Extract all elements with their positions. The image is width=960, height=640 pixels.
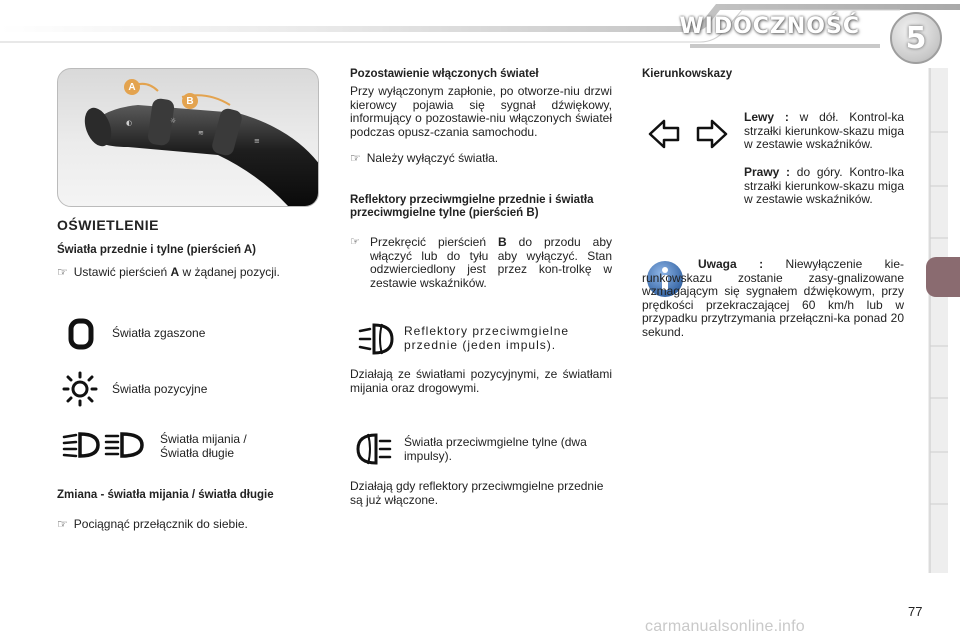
svg-text:≋: ≋ bbox=[198, 129, 204, 137]
chapter-number-badge: 5 bbox=[890, 12, 942, 64]
fog-lights-bullet: ☞ Przekręcić pierścień B do przodu aby włączyć lub do tyłu aby wyłączyć. Stan odzwierciedlony jest przez kon-trolkę w zestawie wskaźników. bbox=[350, 235, 613, 290]
beam-change-bullet: ☞ Pociągnąć przełącznik do siebie. bbox=[57, 517, 248, 531]
front-fog-light-label: Reflektory przeciwmgielne przednie (jeden impuls). bbox=[404, 324, 570, 352]
indicator-right-text: Prawy : do góry. Kontro-lka strzałki kierunkow-skazu miga w zestawie wskaźników. bbox=[744, 165, 905, 206]
front-fog-light-text: Działają ze światłami pozycyjnymi, ze światłami mijania oraz drogowymi. bbox=[350, 367, 612, 395]
leave-lights-on-title: Pozostawienie włączonych świateł bbox=[350, 68, 539, 80]
lights-off-label: Światła zgaszone bbox=[112, 326, 206, 340]
front-rear-lights-bullet: ☞ Ustawić pierścień A w żądanej pozycji. bbox=[57, 265, 280, 279]
bullet-arrow-icon: ☞ bbox=[350, 236, 360, 248]
leave-lights-on-bullet: ☞ Należy wyłączyć światła. bbox=[350, 151, 499, 165]
right-arrow-icon bbox=[696, 118, 728, 150]
section-title: OŚWIETLENIE bbox=[57, 217, 159, 233]
left-arrow-icon bbox=[648, 118, 680, 150]
rear-fog-light-text: Działają gdy reflektory przeciwmgielne przednie są już włączone. bbox=[350, 479, 604, 507]
bullet-arrow-icon: ☞ bbox=[57, 517, 68, 531]
parking-lights-label: Światła pozycyjne bbox=[112, 382, 208, 396]
parking-lights-icon bbox=[62, 371, 98, 407]
dipped-main-beam-icon bbox=[62, 430, 146, 460]
leave-lights-on-text: Przy wyłączonym zapłonie, po otworze-niu drzwi kierowcy pojawia się sygnał dźwiękowy, informujący o pozostawie-niu włączonych świateł podczas opusz-czania samochodu. bbox=[350, 84, 612, 139]
svg-text:☼: ☼ bbox=[170, 117, 177, 125]
ring-b-label: B bbox=[182, 93, 198, 109]
fog-lights-title: Reflektory przeciwmgielne przednie i światła przeciwmgielne tylne (pierścień B) bbox=[350, 194, 594, 219]
page-number: 77 bbox=[908, 604, 923, 619]
svg-text:◐: ◐ bbox=[126, 119, 133, 127]
front-fog-light-icon bbox=[358, 322, 394, 356]
svg-text:≡: ≡ bbox=[254, 137, 260, 145]
indicator-warning-note: Uwaga : Niewyłączenie kie-runkowskazu zostanie zasy-gnalizowane wzmagającym się sygnałem dźwiękowym, przy prędkości przekraczającej 60 km/h lub w przypadku przytrzymania przełączni-ka ponad 20 sekund. bbox=[642, 257, 904, 339]
active-chapter-tab[interactable] bbox=[926, 257, 960, 297]
beam-change-title: Zmiana - światła mijania / światła długie bbox=[57, 489, 274, 501]
light-stalk-illustration bbox=[57, 68, 319, 207]
indicator-left-text: Lewy : w dół. Kontrol-ka strzałki kierunkow-skazu miga w zestawie wskaźników. bbox=[744, 110, 904, 151]
watermark: carmanualsonline.info bbox=[645, 618, 805, 635]
chapter-tab-strip bbox=[928, 68, 948, 573]
light-stalk-drawing bbox=[58, 69, 318, 206]
bullet-arrow-icon: ☞ bbox=[350, 151, 361, 165]
chapter-title: WIDOCZNOŚĆ bbox=[679, 14, 860, 39]
indicators-title: Kierunkowskazy bbox=[642, 68, 733, 80]
dipped-main-beam-label: Światła mijania / Światła długie bbox=[160, 432, 247, 460]
rear-fog-light-icon bbox=[356, 432, 392, 466]
rear-fog-light-label: Światła przeciwmgielne tylne (dwa impulsy). bbox=[404, 435, 587, 463]
bullet-arrow-icon: ☞ bbox=[57, 265, 68, 279]
front-rear-lights-title: Światła przednie i tylne (pierścień A) bbox=[57, 244, 256, 256]
lights-off-icon bbox=[66, 318, 96, 350]
ring-a-label: A bbox=[124, 79, 140, 95]
